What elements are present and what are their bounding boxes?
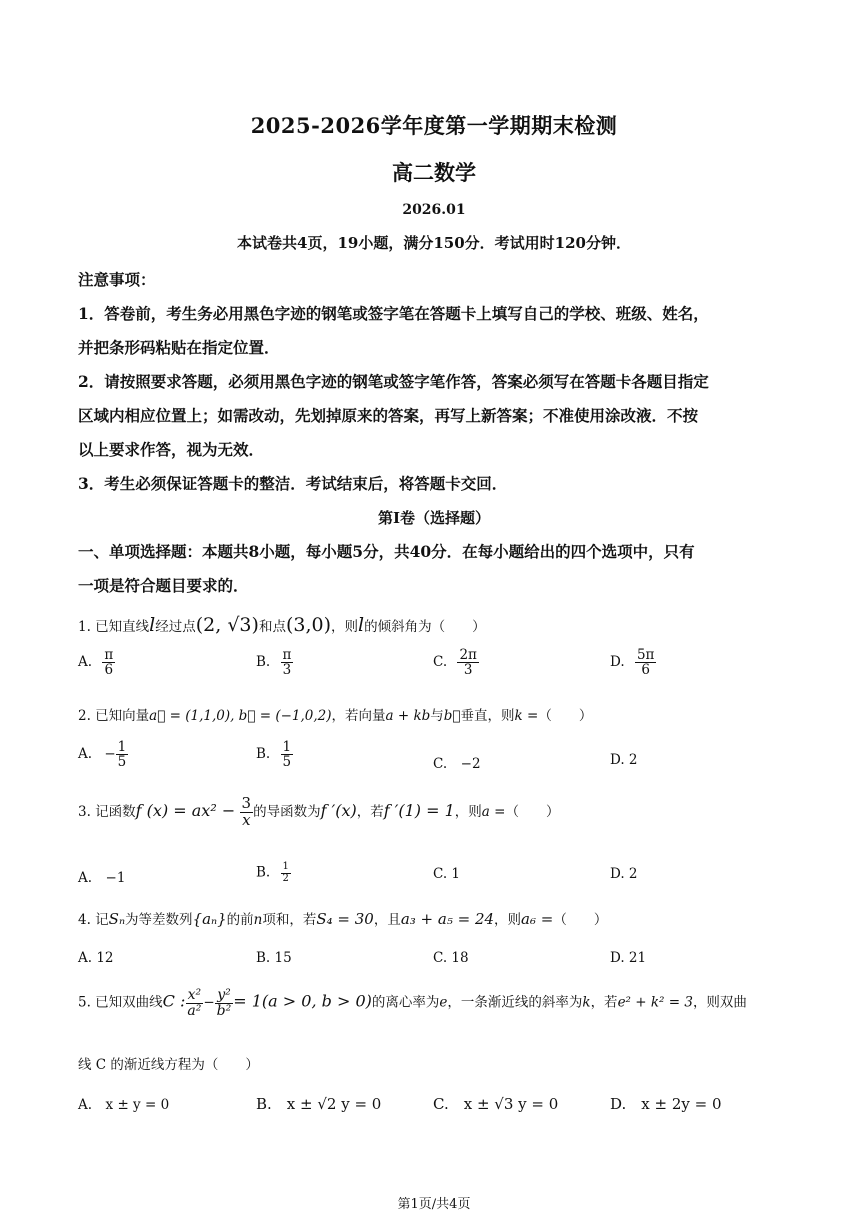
note-1-line-1: 1．答卷前，考生务必用黑色字迹的钢笔或签字笔在答题卡上填写自己的学校、班级、姓名， xyxy=(78,304,709,323)
q2-option-c: C. −2 xyxy=(433,756,481,772)
q5-option-a: A. x ± y = 0 xyxy=(78,1097,170,1113)
q4-option-d: D. 21 xyxy=(610,950,647,966)
q3-option-c: C. 1 xyxy=(433,866,461,882)
note-1-line-2: 并把条形码粘贴在指定位置． xyxy=(78,338,280,357)
question-5: 5. 已知双曲线C : $\frac{\text{x²}}{\text{a²}}$ − $\frac{\text{y²}}{\text{b²}}$ = 1(a > 0, b > 0)的离心率为e，一条渐近线的斜率为k，若e² + k² = 3，则双曲 xyxy=(78,987,747,1019)
q2-option-a: A. − $\frac{1}{5}$ xyxy=(78,739,127,771)
question-1: 1. 已知直线l经过点(2, √3)和点(3,0)，则l的倾斜角为（ ） xyxy=(78,614,486,636)
q5-option-d: D. x ± 2y = 0 xyxy=(610,1095,722,1113)
part-title: 第Ⅰ卷（选择题） xyxy=(377,509,491,527)
q3-option-d: D. 2 xyxy=(610,866,638,882)
q4-option-c: C. 18 xyxy=(433,950,469,966)
exam-subject: 高二数学 xyxy=(392,160,476,185)
q2-option-b: B. $\frac{1}{5}$ xyxy=(256,739,292,771)
question-5-line-2: 线 C 的渐近线方程为（ ） xyxy=(78,1057,259,1073)
exam-title: 2025-2026学年度第一学期期末检测 xyxy=(250,113,618,138)
q4-option-b: B. 15 xyxy=(256,950,292,966)
q1-option-c: C. $\frac{2\pi}{3}$ xyxy=(433,647,477,679)
q4-option-a: A. 12 xyxy=(78,950,114,966)
note-2-line-2: 区域内相应位置上；如需改动，先划掉原来的答案，再写上新答案；不准使用涂改液．不按 xyxy=(78,406,699,425)
q1-option-a: A. $\frac{\pi}{6}$ xyxy=(78,647,114,679)
note-3: 3．考生必须保证答题卡的整洁．考试结束后，将答题卡交回． xyxy=(78,474,508,493)
q3-option-a: A. −1 xyxy=(78,870,126,886)
q1-option-b: B. $\frac{\pi}{3}$ xyxy=(256,647,292,679)
q3-option-b: B. $\frac{1}{2}$ xyxy=(256,861,289,884)
section-heading-line-2: 一项是符合题目要求的． xyxy=(78,576,249,595)
section-heading-line-1: 一、单项选择题：本题共8小题，每小题5分，共40分．在每小题给出的四个选项中，只有 xyxy=(78,542,695,561)
question-3: 3. 记函数f (x) = ax² − $\frac{3}{x}$ 的导函数为f ′(x)，若f ′(1) = 1，则a =（ ） xyxy=(78,794,560,829)
q5-option-b: B. x ± √2 y = 0 xyxy=(256,1095,382,1113)
exam-info: 本试卷共4页，19小题，满分150分．考试用时120分钟． xyxy=(237,234,631,252)
q2-option-d: D. 2 xyxy=(610,752,638,768)
question-2: 2. 已知向量a⃗ = (1,1,0), b⃗ = (−1,0,2)，若向量a + kb与b⃗垂直，则k =（ ） xyxy=(78,708,593,724)
notes-heading: 注意事项： xyxy=(78,270,156,289)
exam-date: 2026.01 xyxy=(402,202,466,218)
q1-option-d: D. $\frac{5\pi}{6}$ xyxy=(610,647,655,679)
note-2-line-1: 2．请按照要求答题，必须用黑色字迹的钢笔或签字笔作答，答案必须写在答题卡各题目指定 xyxy=(78,372,709,391)
question-4: 4. 记Sₙ为等差数列{aₙ}的前n项和，若S₄ = 30，且a₃ + a₅ = 24，则a₆ =（ ） xyxy=(78,910,608,928)
page-footer: 第1页/共4页 xyxy=(397,1197,471,1212)
q5-option-c: C. x ± √3 y = 0 xyxy=(433,1095,559,1113)
note-2-line-3: 以上要求作答，视为无效． xyxy=(78,440,265,459)
